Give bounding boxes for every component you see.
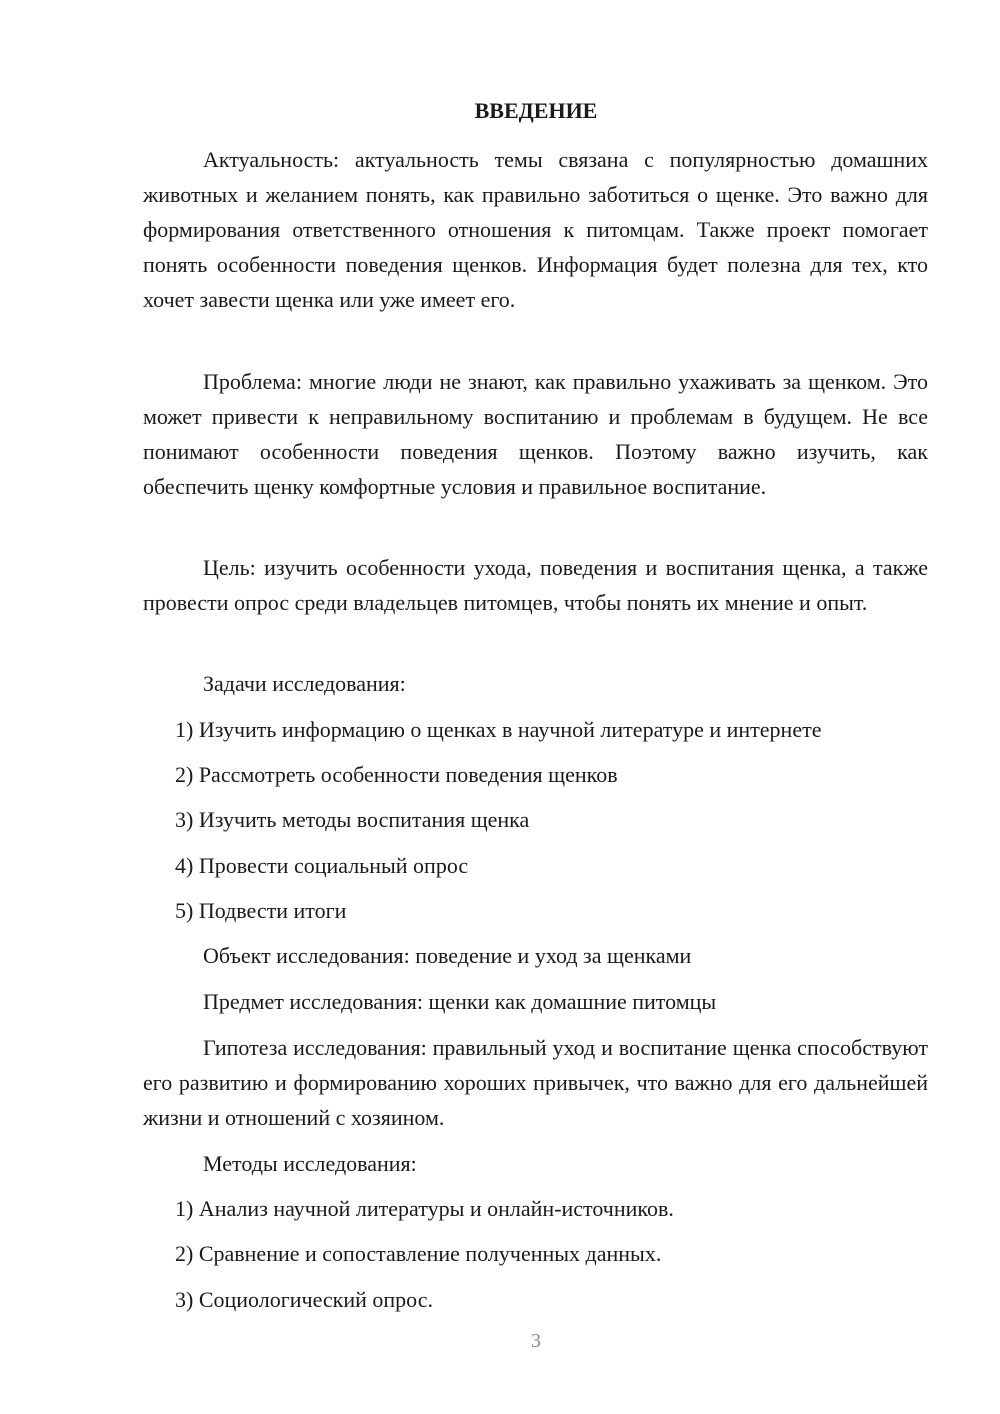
task-item: 1) Изучить информацию о щенках в научной литературе и интернете bbox=[175, 717, 822, 742]
method-item: 1) Анализ научной литературы и онлайн-источников. bbox=[175, 1196, 674, 1221]
task-item: 2) Рассмотреть особенности поведения щенков bbox=[175, 762, 618, 787]
object-line: Объект исследования: поведение и уход за щенками bbox=[203, 943, 692, 968]
page-title: ВВЕДЕНИЕ bbox=[474, 98, 598, 123]
goal-paragraph: Цель: изучить особенности ухода, поведения и воспитания щенка, а также провести опрос среди владельцев питомцев, чтобы понять их мнение и опыт. bbox=[143, 555, 928, 615]
method-item: 2) Сравнение и сопоставление полученных данных. bbox=[175, 1241, 662, 1266]
tasks-label: Задачи исследования: bbox=[203, 671, 406, 696]
task-item: 3) Изучить методы воспитания щенка bbox=[175, 807, 530, 832]
task-item: 4) Провести социальный опрос bbox=[175, 853, 469, 878]
page-number: 3 bbox=[531, 1330, 541, 1352]
subject-line: Предмет исследования: щенки как домашние питомцы bbox=[203, 989, 717, 1014]
actuality-paragraph: Актуальность: актуальность темы связана с популярностью домашних животных и желанием понять, как правильно заботиться о щенке. Это важно для формирования ответственного отношения к питомцам. Также проект помогает понять особенности поведения щенков. Информация будет полезна для тех, кто хочет завести щенка или уже имеет его. bbox=[143, 147, 928, 312]
method-item: 3) Социологический опрос. bbox=[175, 1287, 433, 1312]
task-item: 5) Подвести итоги bbox=[175, 898, 347, 923]
methods-label: Методы исследования: bbox=[203, 1151, 417, 1176]
hypothesis-paragraph: Гипотеза исследования: правильный уход и воспитание щенка способствуют его развитию и формированию хороших привычек, что важно для его дальнейшей жизни и отношений с хозяином. bbox=[143, 1035, 928, 1130]
problem-paragraph: Проблема: многие люди не знают, как правильно ухаживать за щенком. Это может привести к неправильному воспитанию и проблемам в будущем. Не все понимают особенности поведения щенков. Поэтому важно изучить, как обеспечить щенку комфортные условия и правильное воспитание. bbox=[143, 369, 928, 499]
